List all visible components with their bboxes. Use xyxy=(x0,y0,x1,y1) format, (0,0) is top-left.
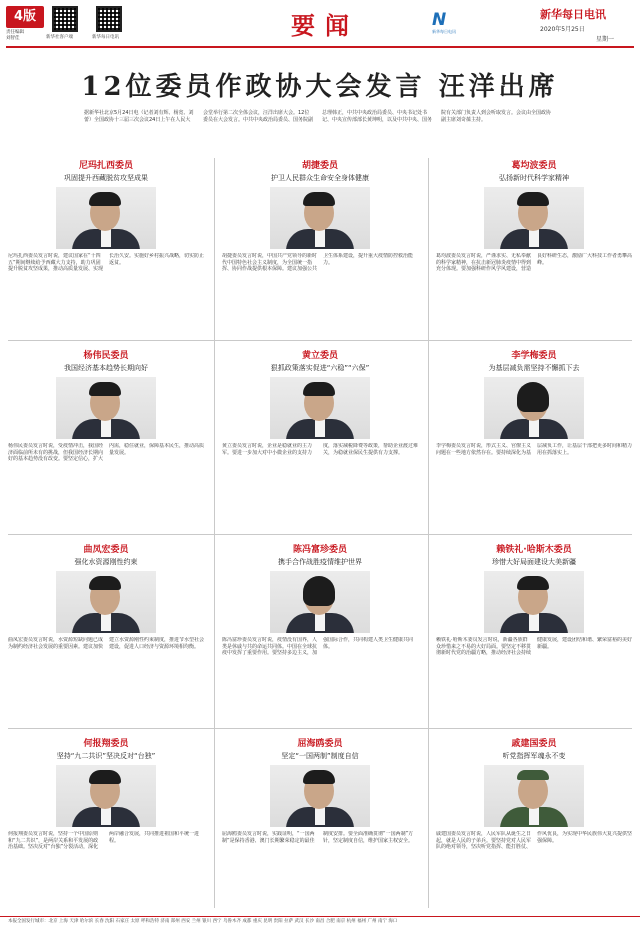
speech-title: 坚持“九二共识”坚决反对“台独” xyxy=(56,752,156,760)
portrait-photo xyxy=(56,377,156,439)
speech-title: 携手合作战胜疫情维护世界 xyxy=(278,558,362,566)
portrait-photo xyxy=(270,377,370,439)
delegate-name: 尼玛扎西委员 xyxy=(78,161,133,171)
row-divider xyxy=(8,534,632,535)
portrait-photo xyxy=(270,187,370,249)
main-headline: 12位委员作政协大会发言 汪洋出席 xyxy=(81,72,559,102)
portrait-photo xyxy=(56,765,156,827)
portrait-photo xyxy=(484,377,584,439)
portrait-photo xyxy=(56,187,156,249)
editor-label: 责任编辑 xyxy=(6,30,24,35)
speech-title: 珍惜大好局面建设大美新疆 xyxy=(492,558,576,566)
speech-title: 听党指挥军魂永不变 xyxy=(502,752,566,760)
portrait-photo xyxy=(484,571,584,633)
news-logo xyxy=(432,10,468,32)
entry-card xyxy=(222,158,418,341)
portrait-photo xyxy=(270,765,370,827)
entry-card xyxy=(436,736,632,919)
editor-name: 刘智佳 xyxy=(6,36,20,41)
portrait-photo xyxy=(270,571,370,633)
paper-name: 新华每日电讯 xyxy=(540,8,606,21)
speech-body: 赖铁礼·哈斯木委员发言时说，新疆各族群众珍惜来之不易的大好局面。要坚定不移贯彻新时代党的治疆方略，推动经济社会持续健康发展，建设团结和谐、繁荣富裕的美好新疆。 xyxy=(436,637,632,657)
logo-letter: N xyxy=(432,10,447,30)
qr-caption-left: 新华社客户端 xyxy=(46,35,73,40)
speech-body: 屈海鸥委员发言时说，实践证明，“一国两制”是保持香港、澳门长期繁荣稳定的最佳制度安排。要全面准确贯彻“一国两制”方针，坚定制度自信，维护国家主权安全。 xyxy=(222,831,414,844)
speech-title: 护卫人民群众生命安全身体健康 xyxy=(271,174,369,182)
column-divider xyxy=(428,158,429,908)
entry-card xyxy=(8,348,204,531)
delegate-name: 杨伟民委员 xyxy=(83,351,129,361)
entry-card xyxy=(222,542,418,725)
delegate-name: 屈海鸥委员 xyxy=(297,739,343,749)
delegate-name: 何报翔委员 xyxy=(83,739,129,749)
delegate-name: 曲凤宏委员 xyxy=(83,545,129,555)
entry-card xyxy=(8,736,204,919)
delegate-name: 黄立委员 xyxy=(301,351,338,361)
speech-body: 尼玛扎西委员发言时说，建议国家在“十四五”期间继续给予西藏大力支持，助力巩固提升脱贫攻坚成果，推动高质量发展、实现长治久安。实施好乡村振兴战略，切实防止返贫。 xyxy=(8,253,204,273)
speech-body: 胡捷委员发言时说，中国共产党领导的新时代中国特色社会主义制度，为全国统一指挥、协同作战提供根本保障。建议加强公共卫生体系建设，提升重大疫情防控救治能力。 xyxy=(222,253,414,273)
delegate-name: 陈冯富珍委员 xyxy=(292,545,347,555)
speech-body: 曲凤宏委员发言时说，水资源短缺问题已成为制约经济社会发展的重要因素。建议加快建立水资源刚性约束制度，推进节水型社会建设，促进人口经济与资源环境相均衡。 xyxy=(8,637,204,650)
entry-card xyxy=(436,542,632,725)
entry-card xyxy=(222,348,418,531)
speech-body: 葛均波委员发言时说，严谨求实、无私奉献的科学家精神，在抗击新冠肺炎疫情中得到充分体现。要加强科研作风学风建设，营造良好科研生态，激励广大科技工作者勇攀高峰。 xyxy=(436,253,632,273)
speech-body: 李学梅委员发言时说，形式主义、官僚主义问题在一些地方依然存在。要持续深化为基层减负工作，让基层干部把更多时间和精力用在抓落实上。 xyxy=(436,443,632,456)
speech-body: 何报翔委员发言时说，坚持一个中国原则和“九二共识”，是两岸关系和平发展的政治基础。坚决反对“台独”分裂活动，深化两岸融合发展，共同推进祖国和平统一进程。 xyxy=(8,831,200,851)
speech-title: 强化水资源刚性约束 xyxy=(74,558,138,566)
speech-title: 狠抓政策落实促进“六稳”“六保” xyxy=(270,364,370,372)
masthead xyxy=(0,0,640,46)
editor-credit xyxy=(6,30,24,42)
distribution-footer: 本报全国发行城市：北京 上海 天津 哈尔滨 长春 沈阳 石家庄 太原 呼和浩特 济南 郑州 西安 兰州 银川 西宁 乌鲁木齐 成都 重庆 昆明 贵阳 拉萨 武汉 长沙 南昌 合肥 南京 杭州 福州 广州 南宁 海口 xyxy=(0,916,640,927)
header-rule xyxy=(6,46,634,48)
delegate-name: 葛均波委员 xyxy=(511,161,557,171)
speech-body: 陈冯富珍委员发言时说，疫情没有国界，人类是休戚与共的命运共同体。中国在全球抗疫中发挥了重要作用。要坚持多边主义，加强国际合作，共同构建人类卫生健康共同体。 xyxy=(222,637,414,657)
qr-code-icon[interactable] xyxy=(96,6,122,32)
delegate-name: 李学梅委员 xyxy=(511,351,557,361)
issue-date: 2020年5月25日 xyxy=(540,26,585,33)
entry-card xyxy=(436,158,632,341)
entry-card xyxy=(8,542,204,725)
delegate-name: 胡捷委员 xyxy=(301,161,338,171)
speech-title: 巩固提升西藏脱贫攻坚成果 xyxy=(64,174,148,182)
speech-title: 弘扬新时代科学家精神 xyxy=(499,174,569,182)
portrait-photo xyxy=(56,571,156,633)
delegate-name: 戚建国委员 xyxy=(511,739,557,749)
speech-body: 黄立委员发言时说，企业是稳就业的主力军。要进一步加大对中小微企业的支持力度，落实减税降费等政策，帮助企业渡过难关，为稳就业保民生提供有力支撑。 xyxy=(222,443,418,456)
speech-body: 杨伟民委员发言时说，受疫情冲击，我国经济面临前所未有的挑战，但我国经济长期向好的基本趋势没有改变。要坚定信心，扩大内需，稳住就业，保障基本民生，推动高质量发展。 xyxy=(8,443,204,463)
portrait-photo xyxy=(484,187,584,249)
speech-body: 戚建国委员发言时说，人民军队从诞生之日起，就是人民的子弟兵。要坚持党对人民军队的绝对领导，坚决听党指挥、能打胜仗、作风优良，为实现中华民族伟大复兴提供坚强保障。 xyxy=(436,831,632,851)
row-divider xyxy=(8,340,632,341)
section-title: 要闻 xyxy=(291,11,359,40)
entry-card xyxy=(8,158,204,341)
issue-weekday: 星期一 xyxy=(596,36,615,43)
delegate-name: 赖铁礼·哈斯木委员 xyxy=(496,545,572,555)
lead-paragraph: 据新华社北京5月24日电（记者刘有辉、杨宽、刘蕾）全国政协十三届三次会议24日上午在人民大会堂举行第二次全体会议，汪洋出席大会。12位委员在大会发言。中共中央政治局委员、国务院副总理韩正，中共中央政治局委员、中央书记处书记、中央宣传部部长黄坤明，以及中共中央、国务院有关部门负责人到会听取发言。会议由全国政协副主席刘奇葆主持。 xyxy=(84,110,552,123)
row-divider xyxy=(8,728,632,729)
speech-title: 我国经济基本趋势长期向好 xyxy=(64,364,148,372)
speech-title: 为基层减负需坚持不懈抓下去 xyxy=(488,364,580,372)
column-divider xyxy=(214,158,215,908)
qr-code-icon[interactable] xyxy=(52,6,78,32)
entry-card xyxy=(436,348,632,531)
qr-caption-right: 新华每日电讯 xyxy=(92,35,119,40)
portrait-photo xyxy=(484,765,584,827)
entry-card xyxy=(222,736,418,919)
page-number-badge: 4版 xyxy=(6,6,44,28)
speech-title: 坚定“一国两制”制度自信 xyxy=(281,752,359,760)
logo-subtitle: 新华每日电讯 xyxy=(432,29,456,34)
